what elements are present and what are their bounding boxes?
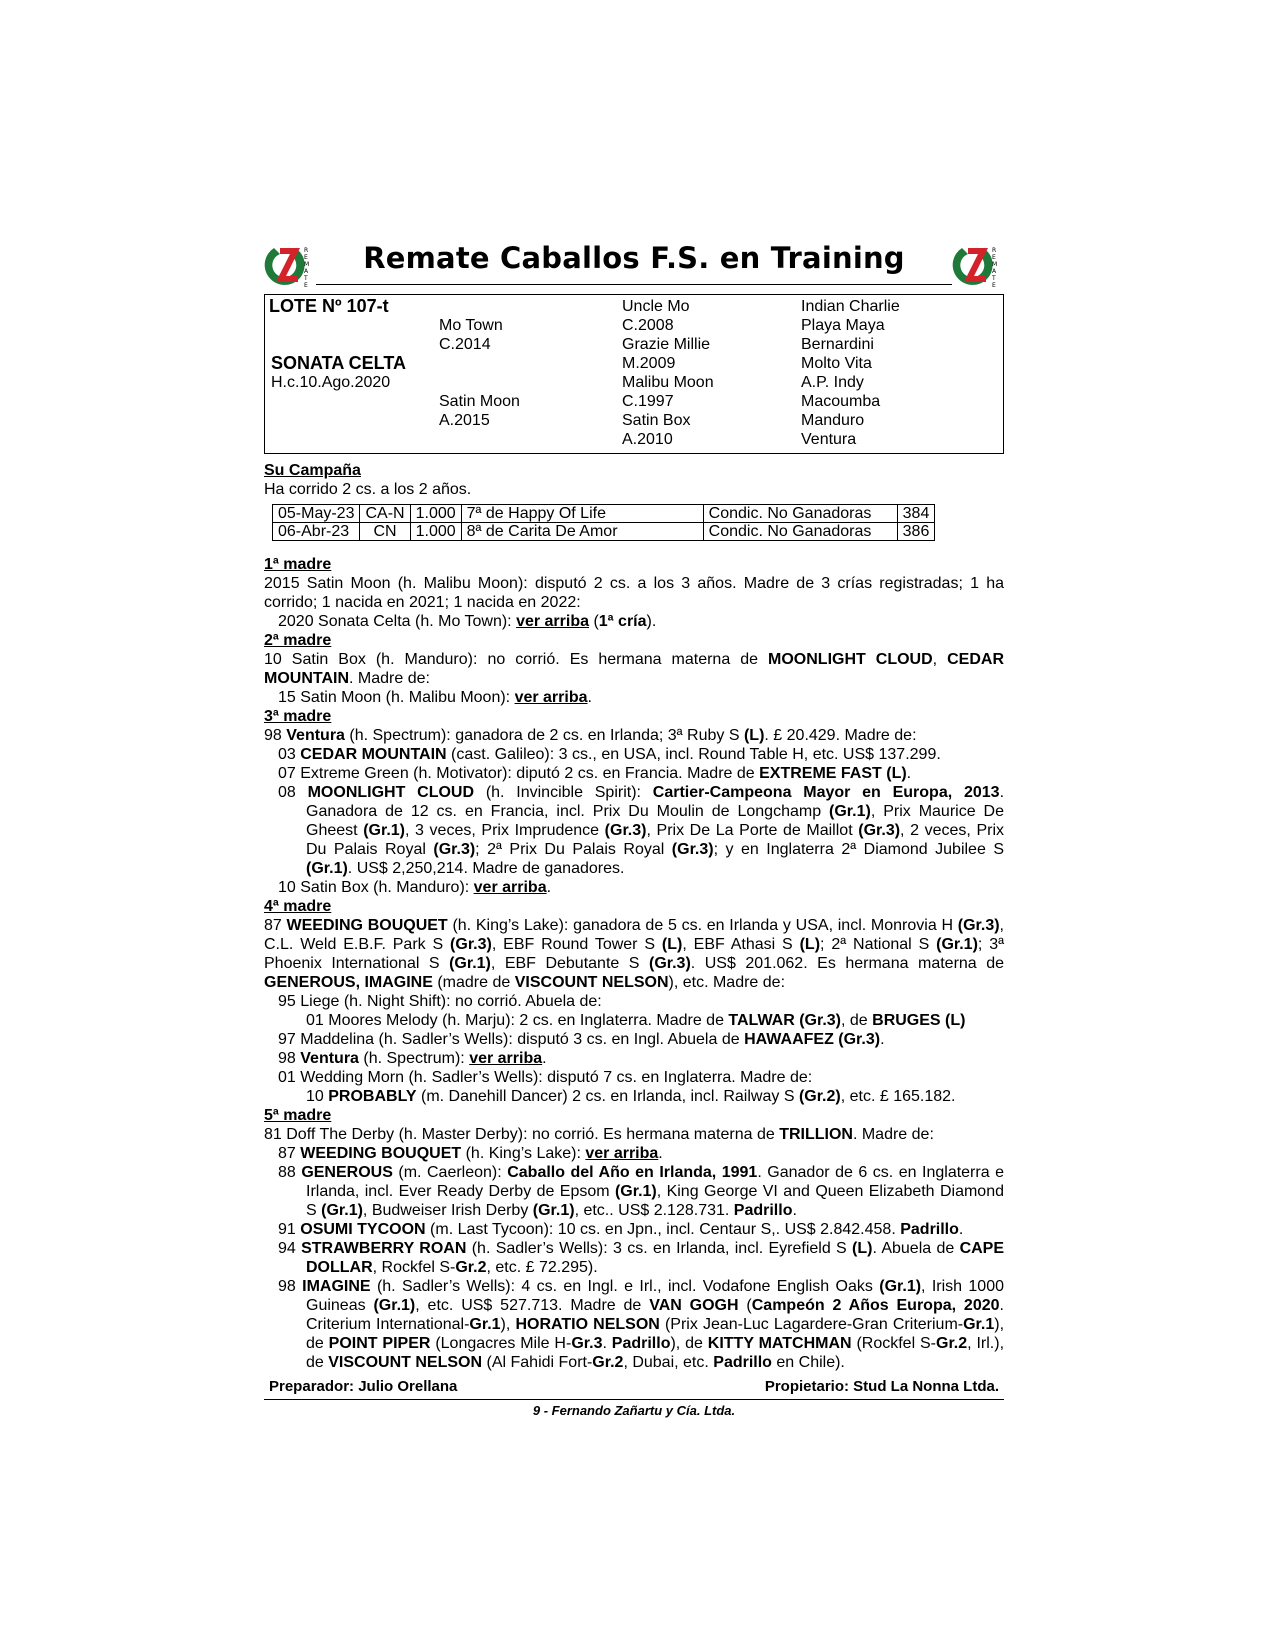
- third-dam-section: [264, 707, 1004, 897]
- campaign-summary: Ha corrido 2 cs. a los 2 años.: [264, 481, 472, 498]
- first-dam-produce: 2020 Sonata Celta (h. Mo Town): ver arriba (1ª cría).: [278, 613, 657, 630]
- fifth-dam-text: 81 Doff The Derby (h. Master Derby): no corrió. Es hermana materna de TRILLION. Madre de:: [264, 1126, 934, 1143]
- gen4-item: Indian Charlie: [801, 298, 900, 315]
- gen4-item: Bernardini: [801, 336, 874, 353]
- campaign-heading: Su Campaña: [264, 462, 361, 479]
- race-condition: Condic. No Ganadoras: [703, 523, 897, 541]
- page-footer: 9 - Fernando Zañartu y Cía. Ltda.: [532, 1403, 736, 1418]
- gen4-item: Manduro: [801, 412, 865, 429]
- first-dam-text: 2015 Satin Moon (h. Malibu Moon): disputó 2 cs. a los 3 años. Madre de 3 crías registradas; 1 ha corrido; 1 nacida en 2021; 1 nacida en 2022:: [264, 575, 1004, 611]
- table-row: [273, 523, 935, 541]
- fourth-dam-heading: 4ª madre: [264, 898, 332, 915]
- second-dam-section: [264, 631, 1004, 707]
- gen3-item: A.2010: [622, 431, 673, 448]
- fourth-dam-section: [264, 897, 1004, 1106]
- second-dam-produce: 15 Satin Moon (h. Malibu Moon): ver arriba.: [278, 689, 592, 706]
- produce-item: 07 Extreme Green (h. Motivator): diputó 2 cs. en Francia. Madre de EXTREME FAST (L).: [278, 765, 912, 782]
- gen3-item: Malibu Moon: [622, 374, 714, 391]
- header-rule: [316, 284, 952, 285]
- svg-text:E: E: [992, 254, 996, 261]
- remates-logo-left: [264, 242, 316, 290]
- svg-text:M: M: [992, 261, 998, 268]
- footer-credits: [264, 1378, 1004, 1395]
- first-dam-heading: 1ª madre: [264, 556, 332, 573]
- fifth-dam-section: [264, 1106, 1004, 1372]
- fifth-dam-heading: 5ª madre: [264, 1107, 332, 1124]
- race-track: CA-N: [360, 505, 410, 523]
- trainer-label: Preparador: Julio Orellana: [269, 1378, 458, 1395]
- second-dam-heading: 2ª madre: [264, 632, 332, 649]
- page-title: Remate Caballos F.S. en Training: [363, 241, 905, 275]
- third-dam-text: 98 Ventura (h. Spectrum): ganadora de 2 cs. en Irlanda; 3ª Ruby S (L). £ 20.429. Madre de:: [264, 727, 917, 744]
- header: [264, 240, 1004, 294]
- dam-year: A.2015: [439, 412, 490, 429]
- produce-item: 03 CEDAR MOUNTAIN (cast. Galileo): 3 cs., en USA, incl. Round Table H, etc. US$ 137.299.: [278, 746, 941, 763]
- fourth-dam-text: 87 WEEDING BOUQUET (h. King’s Lake): ganadora de 5 cs. en Irlanda y USA, incl. Monrovia H (Gr.3), C.L. Weld E.B.F. Park S (Gr.3), EBF Round Tower S (L), EBF Athasi S (L); 2ª National S (Gr.1); 3ª Phoenix International S (Gr.1), EBF Debutante S (Gr.3). US$ 201.062. Es hermana materna de GENEROUS, IMAGINE (madre de VISCOUNT NELSON), etc. Madre de:: [264, 917, 1005, 991]
- race-date: 06-Abr-23: [273, 523, 360, 541]
- svg-text:R: R: [992, 247, 997, 254]
- produce-item: 98 IMAGINE (h. Sadler’s Wells): 4 cs. en Ingl. e Irl., incl. Vodafone English Oaks (Gr.1), Irish 1000 Guineas (Gr.1), etc. US$ 527.713. Madre de VAN GOGH (Campeón 2 Años Europa, 2020. Criterium International-Gr.1), HORATIO NELSON (Prix Jean-Luc Lagardere-Gran Criterium-Gr.1), de POINT PIPER (Longacres Mile H-Gr.3. Padrillo), de KITTY MATCHMAN (Rockfel S-Gr.2, Irl.), de VISCOUNT NELSON (Al Fahidi Fort-Gr.2, Dubai, etc. Padrillo en Chile).: [278, 1278, 1005, 1371]
- second-dam-text: 10 Satin Box (h. Manduro): no corrió. Es hermana materna de MOONLIGHT CLOUD, CEDAR MOUNTAIN. Madre de:: [264, 651, 1005, 687]
- produce-item: 88 GENEROUS (m. Caerleon): Caballo del Año en Irlanda, 1991. Ganador de 6 cs. en Inglaterra e Irlanda, incl. Ever Ready Derby de Epsom (Gr.1), King George VI and Queen Elizabeth Diamond S (Gr.1), Budweiser Irish Derby (Gr.1), etc.. US$ 2.128.731. Padrillo.: [278, 1164, 1005, 1219]
- gen3-item: Satin Box: [622, 412, 691, 429]
- svg-text:A: A: [304, 268, 309, 275]
- gen4-item: Molto Vita: [801, 355, 872, 372]
- produce-item: 98 Ventura (h. Spectrum): ver arriba.: [278, 1050, 547, 1067]
- race-result: 8ª de Carita De Amor: [461, 523, 703, 541]
- gen3-item: M.2009: [622, 355, 676, 372]
- gen3-item: Uncle Mo: [622, 298, 690, 315]
- grand-produce-item: 01 Moores Melody (h. Marju): 2 cs. en Inglaterra. Madre de TALWAR (Gr.3), de BRUGES (L): [306, 1012, 966, 1029]
- owner-label: Propietario: Stud La Nonna Ltda.: [764, 1378, 999, 1395]
- gen3-item: C.2008: [622, 317, 674, 334]
- svg-text:E: E: [304, 282, 308, 289]
- svg-text:T: T: [992, 275, 996, 282]
- svg-text:R: R: [304, 247, 309, 254]
- lot-number: LOTE Nº 107-t: [269, 296, 389, 316]
- produce-item: 08 MOONLIGHT CLOUD (h. Invincible Spirit): Cartier-Campeona Mayor en Europa, 2013. Ganadora de 12 cs. en Francia, incl. Prix Du Moulin de Longchamp (Gr.1), Prix Maurice De Gheest (Gr.1), 3 veces, Prix Imprudence (Gr.3), Prix De La Porte de Maillot (Gr.3), 2 veces, Prix Du Palais Royal (Gr.3); 2ª Prix Du Palais Royal (Gr.3); y en Inglaterra 2ª Diamond Jubilee S (Gr.1). US$ 2,250,214. Madre de ganadores.: [278, 784, 1005, 877]
- svg-text:T: T: [304, 275, 308, 282]
- catalog-page: [264, 240, 1004, 1418]
- race-table: [272, 504, 935, 541]
- gen4-item: A.P. Indy: [801, 374, 864, 391]
- footer-rule: [264, 1399, 1004, 1400]
- gen4-item: Macoumba: [801, 393, 881, 410]
- race-distance: 1.000: [410, 505, 461, 523]
- sire-year: C.2014: [439, 336, 491, 353]
- table-row: [273, 505, 935, 523]
- race-number: 386: [897, 523, 935, 541]
- campaign-section: [264, 461, 1004, 541]
- gen4-item: Ventura: [801, 431, 857, 448]
- race-result: 7ª de Happy Of Life: [461, 505, 703, 523]
- produce-item: 97 Maddelina (h. Sadler’s Wells): disputó 3 cs. en Ingl. Abuela de HAWAAFEZ (Gr.3).: [278, 1031, 885, 1048]
- race-number: 384: [897, 505, 935, 523]
- third-dam-heading: 3ª madre: [264, 708, 332, 725]
- gen3-item: C.1997: [622, 393, 674, 410]
- produce-item: 10 Satin Box (h. Manduro): ver arriba.: [278, 879, 552, 896]
- remates-logo-right: [952, 242, 1004, 290]
- dam: Satin Moon: [439, 393, 520, 410]
- horse-name: SONATA CELTA: [271, 353, 406, 373]
- sire: Mo Town: [439, 317, 503, 334]
- svg-text:M: M: [304, 261, 310, 268]
- svg-text:E: E: [304, 254, 308, 261]
- svg-text:A: A: [992, 268, 997, 275]
- race-date: 05-May-23: [273, 505, 360, 523]
- produce-item: 01 Wedding Morn (h. Sadler’s Wells): disputó 7 cs. en Inglaterra. Madre de:: [278, 1069, 813, 1086]
- produce-item: 87 WEEDING BOUQUET (h. King’s Lake): ver arriba.: [278, 1145, 663, 1162]
- race-condition: Condic. No Ganadoras: [703, 505, 897, 523]
- pedigree-box: [264, 294, 1004, 454]
- produce-item: 94 STRAWBERRY ROAN (h. Sadler’s Wells): 3 cs. en Irlanda, incl. Eyrefield S (L). Abuela de CAPE DOLLAR, Rockfel S-Gr.2, etc. £ 72.295).: [278, 1240, 1005, 1276]
- produce-item: 95 Liege (h. Night Shift): no corrió. Abuela de:: [278, 993, 602, 1010]
- horse-desc: H.c.10.Ago.2020: [271, 374, 391, 391]
- race-distance: 1.000: [410, 523, 461, 541]
- race-track: CN: [360, 523, 410, 541]
- svg-text:E: E: [992, 282, 996, 289]
- first-dam-section: [264, 555, 1004, 631]
- produce-item: 91 OSUMI TYCOON (m. Last Tycoon): 10 cs. en Jpn., incl. Centaur S,. US$ 2.842.458. Padrillo.: [278, 1221, 964, 1238]
- grand-produce-item: 10 PROBABLY (m. Danehill Dancer) 2 cs. en Irlanda, incl. Railway S (Gr.2), etc. £ 165.182.: [306, 1088, 956, 1105]
- gen4-item: Playa Maya: [801, 317, 885, 334]
- gen3-item: Grazie Millie: [622, 336, 711, 353]
